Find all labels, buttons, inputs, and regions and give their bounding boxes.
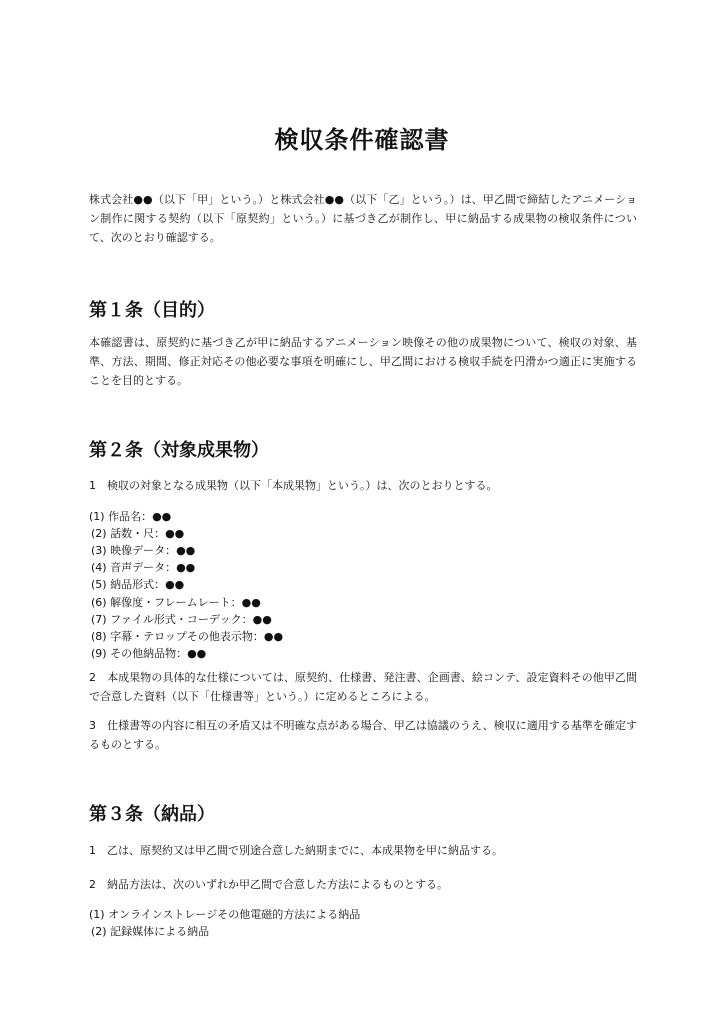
article2-item: (4) 音声データ：●● xyxy=(91,561,196,574)
article2-item: (9) その他納品物：●● xyxy=(91,647,207,660)
article3-clause2: 2 納品方法は、次のいずれか甲乙間で合意した方法によるものとする。 xyxy=(89,878,448,891)
article2-heading: 第２条（対象成果物） xyxy=(89,440,269,461)
article3-item: (2) 記録媒体による納品 xyxy=(91,925,210,938)
article2-item: (5) 納品形式：●● xyxy=(91,578,185,591)
article2-item: (7) ファイル形式・コーデック：●● xyxy=(91,613,272,626)
article2-item: (3) 映像データ：●● xyxy=(91,544,196,557)
article2-clause2: 2 本成果物の具体的な仕様については、原契約、仕様書、発注書、企画書、絵コンテ、設定資料その他甲乙間で合意した資料（以下「仕様書等」という。）に定めるところによる。 xyxy=(89,671,637,703)
article2-clause3: 3 仕様書等の内容に相互の矛盾又は不明確な点がある場合、甲乙は協議のうえ、検収に適用する基準を確定するものとする。 xyxy=(89,719,637,751)
article3-heading: 第３条（納品） xyxy=(89,804,215,825)
article3-item: (1) オンラインストレージその他電磁的方法による納品 xyxy=(89,908,361,921)
article3-clause1: 1 乙は、原契約又は甲乙間で別途合意した納期までに、本成果物を甲に納品する。 xyxy=(89,844,503,857)
article2-item: (2) 話数・尺：●● xyxy=(91,527,185,540)
article2-item: (1) 作品名：●● xyxy=(89,510,172,523)
article2-clause1: 1 検収の対象となる成果物（以下「本成果物」という。）は、次のとおりとする。 xyxy=(89,479,498,492)
document-title: 検収条件確認書 xyxy=(274,126,450,154)
article1-heading: 第１条（目的） xyxy=(89,300,215,321)
article2-item: (6) 解像度・フレームレート：●● xyxy=(91,596,261,609)
article2-item: (8) 字幕・テロップその他表示物：●● xyxy=(91,630,284,643)
preamble-paragraph: 株式会社●●（以下「甲」という。）と株式会社●●（以下「乙」という。）は、甲乙間で締結したアニメーション制作に関する契約（以下「原契約」という。）に基づき乙が制作し、甲に納品する成果物の検収条件について、次のとおり確認する。 xyxy=(89,193,637,244)
article1-body: 本確認書は、原契約に基づき乙が甲に納品するアニメーション映像その他の成果物について、検収の対象、基準、方法、期間、修正対応その他必要な事項を明確にし、甲乙間における検収手続を円滑かつ適正に実施することを目的とする。 xyxy=(89,336,637,387)
